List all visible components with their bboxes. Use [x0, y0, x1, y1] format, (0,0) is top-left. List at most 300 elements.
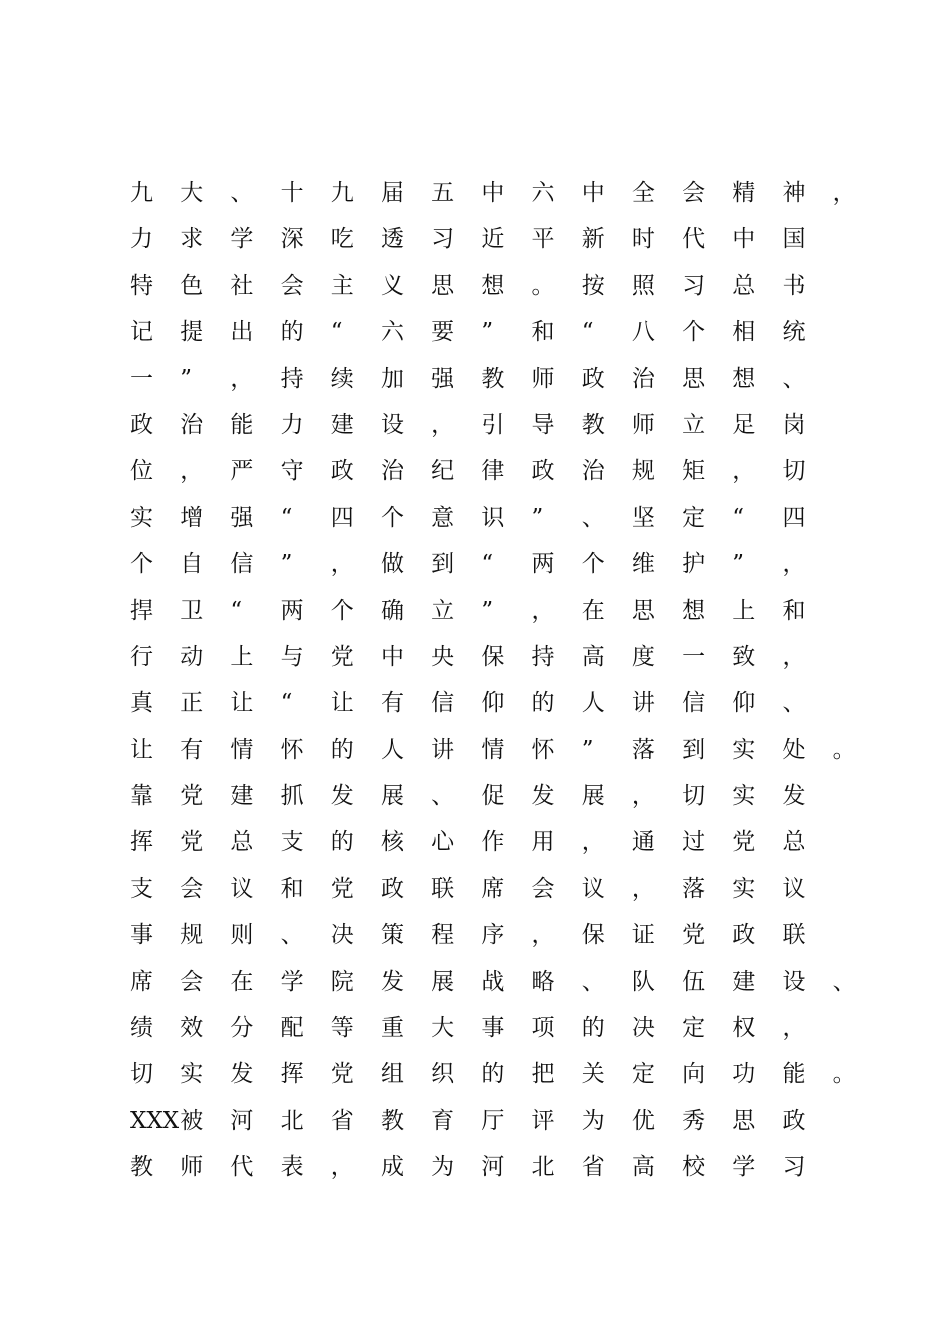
text-char: 社 — [230, 272, 254, 299]
text-char: 党 — [330, 1061, 354, 1088]
text-char: 识 — [481, 504, 505, 531]
text-char: 到 — [682, 736, 706, 763]
text-char: 与 — [280, 643, 304, 670]
text-char: 在 — [581, 597, 605, 624]
text-char: 卫 — [180, 597, 204, 624]
text-char: 学 — [280, 968, 304, 995]
text-char: “ — [280, 504, 293, 531]
text-char: ” — [280, 551, 293, 578]
text-char: 足 — [732, 411, 756, 438]
text-char: 在 — [230, 968, 254, 995]
text-line — [130, 216, 870, 262]
text-char: 决 — [330, 922, 354, 949]
text-char: XXX — [130, 1107, 180, 1134]
text-char: 育 — [431, 1107, 455, 1134]
text-char: 把 — [531, 1061, 555, 1088]
text-char: 发 — [782, 783, 806, 810]
text-char: “ — [230, 597, 243, 624]
text-char: 信 — [431, 690, 455, 717]
text-char: 决 — [631, 1015, 655, 1042]
text-char: 和 — [782, 597, 806, 624]
text-char: 教 — [481, 365, 505, 392]
text-char: 真 — [130, 690, 153, 717]
text-char: 的 — [330, 829, 354, 856]
text-char: 深 — [280, 226, 304, 253]
text-line — [130, 866, 870, 912]
text-line — [130, 1051, 870, 1097]
text-char: 组 — [380, 1061, 404, 1088]
text-char: 上 — [732, 597, 756, 624]
text-char: 总 — [230, 829, 254, 856]
text-char: 会 — [682, 180, 706, 206]
text-char: 略 — [531, 968, 555, 995]
text-char: 切 — [682, 783, 706, 810]
text-char: 政 — [581, 365, 605, 392]
text-char: 主 — [330, 272, 354, 299]
text-char: 证 — [631, 922, 655, 949]
text-char: 求 — [180, 226, 204, 253]
text-char: 、 — [280, 922, 304, 949]
text-line — [130, 634, 870, 680]
text-line — [130, 1005, 870, 1051]
text-char: 五 — [431, 180, 455, 206]
text-char: 两 — [531, 551, 555, 578]
text-char: 关 — [581, 1061, 605, 1088]
text-char: 党 — [330, 875, 354, 902]
text-char: 严 — [230, 458, 254, 485]
text-char: 教 — [581, 411, 605, 438]
text-char: 议 — [230, 875, 254, 902]
text-char: 、 — [782, 365, 806, 392]
text-char: 党 — [180, 783, 204, 810]
text-char: 席 — [130, 968, 153, 995]
text-char: 正 — [180, 690, 204, 717]
text-line — [130, 588, 870, 634]
text-char: 能 — [230, 411, 254, 438]
text-char: 优 — [631, 1107, 655, 1134]
text-char: 规 — [631, 458, 655, 485]
text-char: 实 — [180, 1061, 204, 1088]
text-char: 信 — [682, 690, 706, 717]
text-char: 有 — [380, 690, 404, 717]
text-char: 力 — [280, 411, 304, 438]
text-char: ” — [581, 736, 594, 763]
text-char: “ — [732, 504, 745, 531]
text-char: 功 — [732, 1061, 756, 1088]
text-char: 强 — [431, 365, 455, 392]
text-char: 出 — [230, 319, 254, 346]
text-char: 实 — [732, 736, 756, 763]
text-char: 矩 — [682, 458, 706, 485]
text-char: 支 — [130, 875, 153, 902]
text-char: 让 — [230, 690, 254, 717]
text-char: 成 — [380, 1154, 404, 1181]
text-char: 护 — [682, 551, 706, 578]
text-char: 度 — [631, 643, 655, 670]
text-char: 加 — [380, 365, 404, 392]
text-line — [130, 170, 870, 216]
text-char: 想 — [481, 272, 505, 299]
text-char: 想 — [682, 597, 706, 624]
text-char: 北 — [531, 1154, 555, 1181]
text-char: 为 — [581, 1107, 605, 1134]
text-char: 定 — [682, 504, 706, 531]
text-line — [130, 773, 870, 819]
text-char: “ — [481, 551, 494, 578]
text-char: 代 — [230, 1154, 254, 1181]
text-char: 一 — [682, 643, 706, 670]
text-char: 讲 — [431, 736, 455, 763]
text-char: 中 — [380, 643, 404, 670]
text-char: 师 — [531, 365, 555, 392]
text-char: 的 — [531, 690, 555, 717]
text-char: “ — [330, 319, 343, 346]
text-char: 政 — [732, 922, 756, 949]
text-char: 力 — [130, 226, 153, 253]
text-char: 落 — [631, 736, 655, 763]
text-char: 。 — [832, 736, 856, 763]
text-char: 学 — [732, 1154, 756, 1181]
text-char: 展 — [581, 783, 605, 810]
text-char: 国 — [782, 226, 806, 253]
text-char: 发 — [380, 968, 404, 995]
text-char: 。 — [832, 1061, 856, 1088]
text-char: 队 — [631, 968, 655, 995]
text-char: 怀 — [531, 736, 555, 763]
text-char: 守 — [280, 458, 304, 485]
text-char: 保 — [581, 922, 605, 949]
text-char: 和 — [531, 319, 555, 346]
text-char: 确 — [380, 597, 404, 624]
text-char: 发 — [531, 783, 555, 810]
text-char: 信 — [230, 551, 254, 578]
text-char: 怀 — [280, 736, 304, 763]
text-char: 行 — [130, 643, 153, 670]
text-char: 情 — [481, 736, 505, 763]
text-char: 个 — [380, 504, 404, 531]
text-char: 吃 — [330, 226, 354, 253]
text-char: 坚 — [631, 504, 655, 531]
text-char: 治 — [180, 411, 204, 438]
text-line — [130, 541, 870, 587]
text-char: 靠 — [130, 783, 153, 810]
text-char: 总 — [782, 829, 806, 856]
text-char: 省 — [581, 1154, 605, 1181]
text-char: 强 — [230, 504, 254, 531]
text-char: 织 — [431, 1061, 455, 1088]
text-char: 绩 — [130, 1015, 153, 1042]
text-char: 会 — [180, 875, 204, 902]
text-char: 持 — [531, 643, 555, 670]
text-char: 思 — [631, 597, 655, 624]
text-char: 战 — [481, 968, 505, 995]
text-char: 切 — [130, 1061, 153, 1088]
text-char: 省 — [330, 1107, 354, 1134]
text-char: 被 — [180, 1107, 204, 1134]
text-char: 伍 — [682, 968, 706, 995]
text-char: ， — [732, 458, 756, 485]
text-char: 仰 — [481, 690, 505, 717]
text-char: 会 — [180, 968, 204, 995]
text-char: ， — [531, 597, 555, 624]
body-text — [130, 170, 870, 1191]
text-char: “ — [280, 690, 293, 717]
text-char: 提 — [180, 319, 204, 346]
text-char: 十 — [280, 180, 304, 206]
text-char: 策 — [380, 922, 404, 949]
text-char: 习 — [431, 226, 455, 253]
text-char: 届 — [380, 180, 404, 206]
text-char: 位 — [130, 458, 153, 485]
text-char: 人 — [581, 690, 605, 717]
text-char: 挥 — [280, 1061, 304, 1088]
text-char: 设 — [782, 968, 806, 995]
text-char: “ — [581, 319, 594, 346]
text-char: 项 — [531, 1015, 555, 1042]
text-char: 挥 — [130, 829, 153, 856]
text-char: 党 — [682, 922, 706, 949]
text-char: 仰 — [732, 690, 756, 717]
text-char: 大 — [431, 1015, 455, 1042]
text-char: 议 — [581, 875, 605, 902]
text-line — [130, 309, 870, 355]
text-char: 意 — [431, 504, 455, 531]
text-char: 实 — [130, 504, 153, 531]
text-char: ， — [230, 365, 254, 392]
text-char: 六 — [531, 180, 555, 206]
text-char: 、 — [782, 690, 806, 717]
text-char: 按 — [581, 272, 605, 299]
text-char: 立 — [431, 597, 455, 624]
text-char: 导 — [531, 411, 555, 438]
text-char: ” — [531, 504, 544, 531]
text-char: 重 — [380, 1015, 404, 1042]
text-char: 向 — [682, 1061, 706, 1088]
text-char: ” — [180, 365, 192, 392]
text-char: 精 — [732, 180, 756, 206]
text-char: 代 — [682, 226, 706, 253]
text-char: 色 — [180, 272, 204, 299]
text-char: 核 — [380, 829, 404, 856]
text-char: 设 — [380, 411, 404, 438]
text-char: 作 — [481, 829, 505, 856]
text-char: 学 — [230, 226, 254, 253]
text-char: ， — [531, 922, 555, 949]
text-line — [130, 1144, 870, 1190]
text-char: 落 — [682, 875, 706, 902]
text-char: 、 — [832, 968, 856, 995]
text-char: 权 — [732, 1015, 756, 1042]
text-char: 为 — [431, 1154, 455, 1181]
text-char: 规 — [180, 922, 204, 949]
text-char: 照 — [631, 272, 655, 299]
text-line — [130, 495, 870, 541]
text-char: 定 — [682, 1015, 706, 1042]
text-char: 程 — [431, 922, 455, 949]
text-char: 全 — [631, 180, 655, 206]
text-char: 心 — [431, 829, 455, 856]
text-char: ， — [782, 643, 806, 670]
text-char: 高 — [631, 1154, 655, 1181]
text-char: 秀 — [682, 1107, 706, 1134]
text-char: 增 — [180, 504, 204, 531]
text-char: 治 — [581, 458, 605, 485]
text-char: 的 — [481, 1061, 505, 1088]
text-char: 能 — [782, 1061, 806, 1088]
text-char: 立 — [682, 411, 706, 438]
text-char: 政 — [380, 875, 404, 902]
text-char: 平 — [531, 226, 555, 253]
text-char: 义 — [380, 272, 404, 299]
text-char: 有 — [180, 736, 204, 763]
text-char: 岗 — [782, 411, 806, 438]
text-char: 相 — [732, 319, 756, 346]
text-char: 处 — [782, 736, 806, 763]
text-char: 做 — [380, 551, 404, 578]
text-char: 配 — [280, 1015, 304, 1042]
text-char: ， — [330, 1154, 354, 1181]
text-char: 让 — [130, 736, 153, 763]
text-char: 建 — [230, 783, 254, 810]
text-char: 党 — [732, 829, 756, 856]
text-line — [130, 1098, 870, 1144]
text-char: 政 — [130, 411, 153, 438]
text-char: 厅 — [481, 1107, 505, 1134]
text-char: 评 — [531, 1107, 555, 1134]
text-char: 事 — [130, 922, 153, 949]
text-char: 政 — [531, 458, 555, 485]
text-char: 。 — [531, 272, 555, 299]
text-char: 会 — [280, 272, 304, 299]
text-char: 中 — [481, 180, 505, 206]
text-char: 、 — [230, 180, 254, 206]
text-char: 、 — [431, 783, 455, 810]
text-char: 表 — [280, 1154, 304, 1181]
text-char: 让 — [330, 690, 354, 717]
text-char: 河 — [230, 1107, 254, 1134]
text-char: 用 — [531, 829, 555, 856]
text-char: 捍 — [130, 597, 153, 624]
text-char: 分 — [230, 1015, 254, 1042]
text-char: 八 — [631, 319, 655, 346]
text-char: 展 — [431, 968, 455, 995]
text-char: 中 — [581, 180, 605, 206]
text-line — [130, 912, 870, 958]
text-char: 定 — [631, 1061, 655, 1088]
text-char: 的 — [581, 1015, 605, 1042]
text-char: ， — [431, 411, 455, 438]
text-char: 持 — [280, 365, 304, 392]
text-char: ， — [782, 1015, 806, 1042]
text-char: 党 — [330, 643, 354, 670]
text-line — [130, 819, 870, 865]
text-line — [130, 356, 870, 402]
text-char: 上 — [230, 643, 254, 670]
text-char: 个 — [330, 597, 354, 624]
text-char: 过 — [682, 829, 706, 856]
text-char: 时 — [631, 226, 655, 253]
text-char: 九 — [130, 180, 153, 206]
text-char: 习 — [682, 272, 706, 299]
text-char: 支 — [280, 829, 304, 856]
text-char: 个 — [130, 551, 153, 578]
text-line — [130, 402, 870, 448]
text-char: 纪 — [431, 458, 455, 485]
text-char: 师 — [631, 411, 655, 438]
text-char: 院 — [330, 968, 354, 995]
text-char: 透 — [380, 226, 404, 253]
text-char: 续 — [330, 365, 354, 392]
text-char: 动 — [180, 643, 204, 670]
text-char: 教 — [130, 1154, 153, 1181]
text-char: 讲 — [631, 690, 655, 717]
text-char: ， — [631, 875, 655, 902]
text-char: 人 — [380, 736, 404, 763]
text-char: ” — [732, 551, 745, 578]
text-char: ， — [180, 458, 204, 485]
text-char: 和 — [280, 875, 304, 902]
text-char: ， — [832, 180, 856, 206]
text-char: 实 — [732, 783, 756, 810]
text-char: 维 — [631, 551, 655, 578]
text-char: 想 — [732, 365, 756, 392]
text-char: 大 — [180, 180, 204, 206]
text-char: 通 — [631, 829, 655, 856]
text-char: 会 — [531, 875, 555, 902]
text-char: 河 — [481, 1154, 505, 1181]
text-char: 律 — [481, 458, 505, 485]
text-char: 效 — [180, 1015, 204, 1042]
text-char: 议 — [782, 875, 806, 902]
text-char: 习 — [782, 1154, 806, 1181]
text-char: 央 — [431, 643, 455, 670]
text-char: ” — [481, 597, 494, 624]
text-char: 书 — [782, 272, 806, 299]
text-line — [130, 263, 870, 309]
text-char: 高 — [581, 643, 605, 670]
text-char: 九 — [330, 180, 354, 206]
text-char: 序 — [481, 922, 505, 949]
text-char: 、 — [581, 504, 605, 531]
text-char: 政 — [330, 458, 354, 485]
text-char: 事 — [481, 1015, 505, 1042]
text-char: 记 — [130, 319, 153, 346]
text-char: 切 — [782, 458, 806, 485]
text-char: 联 — [431, 875, 455, 902]
text-char: ， — [782, 551, 806, 578]
text-char: 展 — [380, 783, 404, 810]
text-line — [130, 448, 870, 494]
text-char: 促 — [481, 783, 505, 810]
text-char: 发 — [330, 783, 354, 810]
text-char: 个 — [682, 319, 706, 346]
text-char: 总 — [732, 272, 756, 299]
text-char: 统 — [782, 319, 806, 346]
text-char: 情 — [230, 736, 254, 763]
text-char: 神 — [782, 180, 806, 206]
text-char: 到 — [431, 551, 455, 578]
text-char: 自 — [180, 551, 204, 578]
text-char: 的 — [330, 736, 354, 763]
text-char: 四 — [782, 504, 806, 531]
text-char: 中 — [732, 226, 756, 253]
text-char: 师 — [180, 1154, 204, 1181]
text-char: 特 — [130, 272, 153, 299]
text-char: 个 — [581, 551, 605, 578]
text-char: ， — [581, 829, 605, 856]
text-char: 建 — [330, 411, 354, 438]
text-char: ” — [481, 319, 494, 346]
